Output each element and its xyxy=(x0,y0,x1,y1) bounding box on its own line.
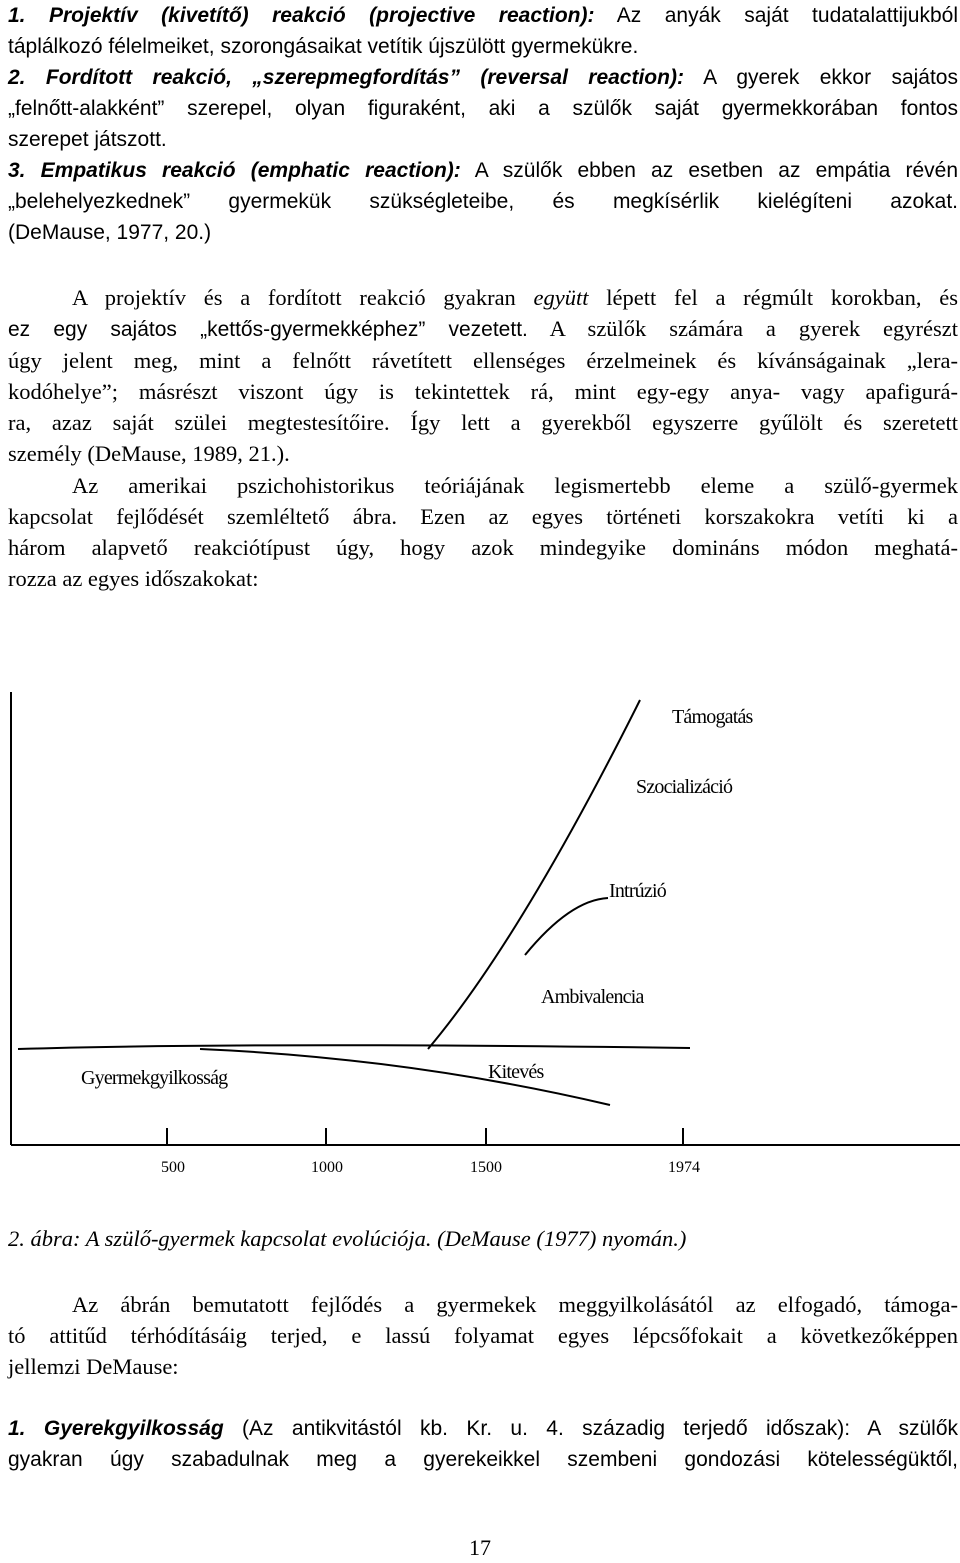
text-line: táplálkozó félelmeiket, szorongásaikat vetítik újszülött gyermekükre. xyxy=(8,35,639,58)
text-line: úgy jelent meg, mint a felnőtt rávetített ellenséges érzelmeinek és kívánságainak „lera- xyxy=(8,348,958,373)
text-line: ez egy sajátos „kettős-gyermekképhez” vezetett. A szülők számára a gyerek egyrészt xyxy=(8,316,958,341)
tick-label: 1974 xyxy=(668,1159,700,1176)
text-line: három alapvető reakciótípust úgy, hogy azok mindegyike domináns módon meghatá- xyxy=(8,535,958,560)
label-tamogatas: Támogatás xyxy=(672,706,753,728)
text-line: jellemzi DeMause: xyxy=(8,1354,179,1379)
label-gyermekgyilkossag: Gyermekgyilkosság xyxy=(81,1067,228,1089)
text-line: ra, azaz saját szülei megtestesítőire. Így lett a gyerekből egyszerre gyűlölt és szeretett xyxy=(8,410,958,435)
text-line: kapcsolat fejlődését szemléltető ábra. Ezen az egyes történeti korszakokra vetíti ki a xyxy=(8,504,958,529)
label-szocializacio: Szocializáció xyxy=(636,776,733,798)
label-kiteves: Kitevés xyxy=(488,1061,544,1083)
tick-label: 1000 xyxy=(311,1159,343,1176)
baseline-curve xyxy=(18,1045,690,1049)
text-line: személy (DeMause, 1989, 21.). xyxy=(8,441,290,466)
text-line: „felnőtt-alakként” szerepel, olyan figuraként, aki a szülők saját gyermekkorában fontos xyxy=(8,97,958,120)
figure-caption: 2. ábra: A szülő-gyermek kapcsolat evolúciója. (DeMause (1977) nyomán.) xyxy=(8,1226,687,1251)
paragraph-development xyxy=(8,1289,958,1382)
text-line: 1. Projektív (kivetítő) reakció (projective reaction): Az anyák saját tudatalattijukból xyxy=(8,4,958,27)
text-line: „belehelyezkednek” gyermekük szükségleteibe, és megkísérlik kielégíteni azokat. xyxy=(8,190,958,213)
label-ambivalencia: Ambivalencia xyxy=(541,986,644,1008)
tick-label: 500 xyxy=(161,1159,185,1176)
text-line: (DeMause, 1977, 20.) xyxy=(8,221,212,244)
text-line: 2. Fordított reakció, „szerepmegfordítás” (reversal reaction): A gyerek ekkor sajátos xyxy=(8,66,958,89)
exposure-curve xyxy=(200,1049,610,1105)
text-line: 1. Gyerekgyilkosság (Az antikvitástól kb. Kr. u. 4. századig terjedő időszak): A szülők xyxy=(8,1417,958,1440)
page-number: 17 xyxy=(469,1535,491,1560)
intrusion-curve xyxy=(525,898,608,955)
text-line: szerepet játszott. xyxy=(8,128,167,151)
text-line: gyakran úgy szabadulnak meg a gyerekeikkel szembeni gondozási kötelességüktől, xyxy=(8,1448,958,1471)
text-line: A projektív és a fordított reakció gyakran együtt lépett fel a régmúlt korokban, és xyxy=(72,285,958,310)
tick-label: 1500 xyxy=(470,1159,502,1176)
text-line: kodóhelye”; másrészt viszont úgy is tekintettek rá, mint egy-egy anya- vagy apafigurá- xyxy=(8,379,958,404)
text-line: rozza az egyes időszakokat: xyxy=(8,566,259,591)
text-line: 3. Empatikus reakció (emphatic reaction): A szülők ebben az esetben az empátia révén xyxy=(8,159,959,182)
paragraph-infanticide xyxy=(8,1413,958,1475)
text-line: tó attitűd térhódításáig terjed, e lassú folyamat egyes lépcsőfokait a következőképpen xyxy=(8,1323,958,1348)
label-intruzio: Intrúzió xyxy=(609,880,666,902)
text-line: Az ábrán bemutatott fejlődés a gyermekek meggyilkolásától az elfogadó, támoga- xyxy=(72,1292,958,1317)
text-line: Az amerikai pszichohistorikus teóriájának legismertebb eleme a szülő-gyermek xyxy=(72,473,958,498)
